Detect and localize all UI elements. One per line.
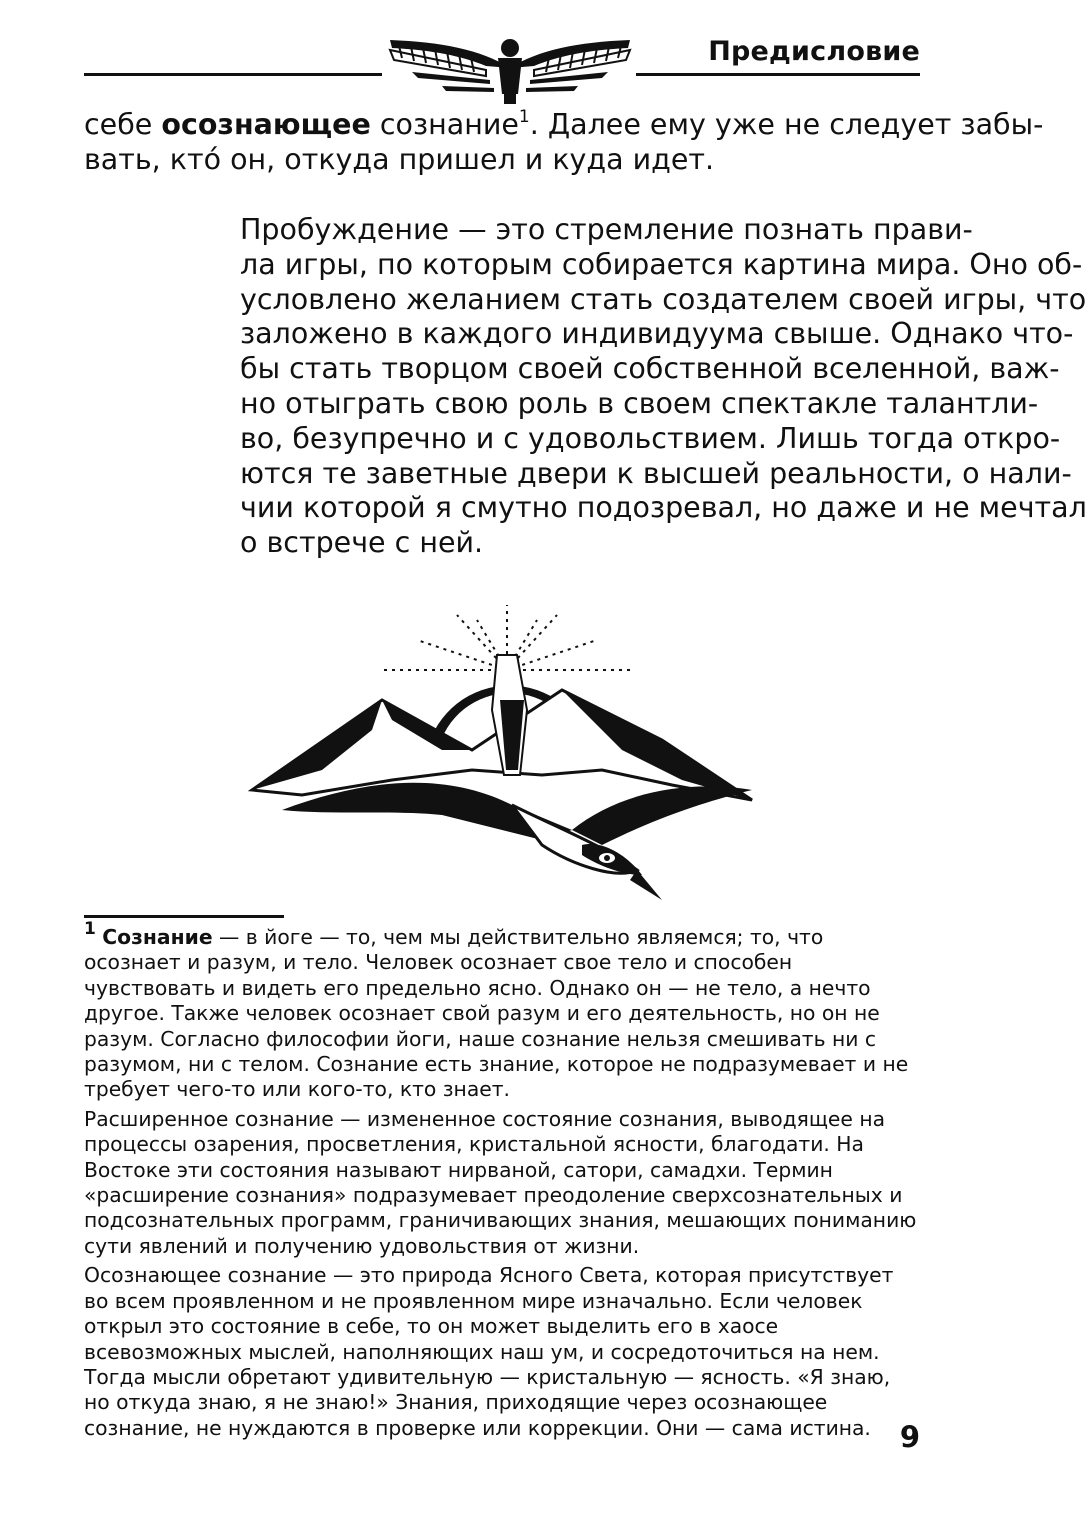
footnote-paragraph: $^1$ Сознание — в йоге — то, чем мы действительно являемся; то, что осознает и разум, и тело. Человек осознает свое тело и способен чувствовать и видеть его предельно ясно. Однако он — не тело, а нечто другое. Также человек осознает свой разум и его деятельность, но он не разум. Согласно философии йоги, наше сознание нельзя смешивать ни с разумом, ни с телом. Сознание есть знание, которое не подразумевает и не требует чего-то или кого-то, кто знает. <box>84 919 909 1102</box>
text-line: условлено желанием стать создателем своей игры, что <box>240 282 1087 316</box>
footnote-paragraph: Расширенное сознание — измененное состояние сознания, выводящее на процессы озарения, просветления, кристальной ясности, благодати. На Востоке эти состояния называют нирваной, сатори, самадхи. Термин «расширение сознания» подразумевает преодоление сверхсознательных и подсознательных программ, граничивающих знания, мешающих пониманию сути явлений и получению удовольствия от жизни. <box>84 1106 917 1258</box>
bold-term: осознающее <box>161 108 371 141</box>
page-number: 9 <box>899 1420 920 1454</box>
footnote-term: Сознание <box>102 925 213 949</box>
winged-sun-emblem-icon <box>382 28 638 108</box>
text-line: чии которой я смутно подозревал, но даже и не мечтал <box>240 491 1087 525</box>
text-line: бы стать творцом своей собственной вселенной, важ- <box>240 352 1060 386</box>
text-line: о встрече с ней. <box>240 526 484 560</box>
text-line: ются те заветные двери к высшей реальности, о нали- <box>240 456 1072 490</box>
header-rule-left <box>84 73 382 76</box>
text-line: себе осознающее сознание$^1$. Далее ему уже не следует забы- <box>84 106 1044 141</box>
footnote-paragraph: Осознающее сознание — это природа Ясного Света, которая присутствует во всем проявленном и не проявленном мире изначально. Если человек открыл это состояние в себе, то он может выделить его в хаосе всевозможных мыслей, наполняющих наш ум, и сосредоточиться на нем. Тогда мысли обретают удивительную — кристальную — ясность. «Я знаю, но откуда знаю, я не знаю!» Знания, приходящие через осознающее сознание, не нуждаются в проверке или коррекции. Они — сама истина. <box>84 1263 894 1440</box>
footnote-marker: 1 <box>84 919 96 940</box>
footnote-ref[interactable]: 1 <box>518 106 530 127</box>
footnote <box>84 919 920 1445</box>
text-line: во, безупречно и с удовольствием. Лишь тогда откро- <box>240 421 1061 455</box>
text-line: заложено в каждого индивидуума свыше. Однако что- <box>240 317 1074 351</box>
header-rule-right <box>636 73 920 76</box>
running-title: Предисловие <box>708 36 920 67</box>
text-line: Пробуждение — это стремление познать прави- <box>240 213 973 246</box>
text-line: но отыграть свою роль в своем спектакле талантли- <box>240 386 1039 420</box>
footnote-separator <box>84 915 284 918</box>
paragraph-continuation <box>84 106 1044 178</box>
text-line: ла игры, по которым собирается картина мира. Оно об- <box>240 247 1083 281</box>
bird-mountains-illustration-icon <box>242 600 762 905</box>
text-line: вать, кто́ он, откуда пришел и куда идет. <box>84 142 715 176</box>
paragraph-awakening <box>160 213 1087 561</box>
page-header <box>0 0 1000 110</box>
